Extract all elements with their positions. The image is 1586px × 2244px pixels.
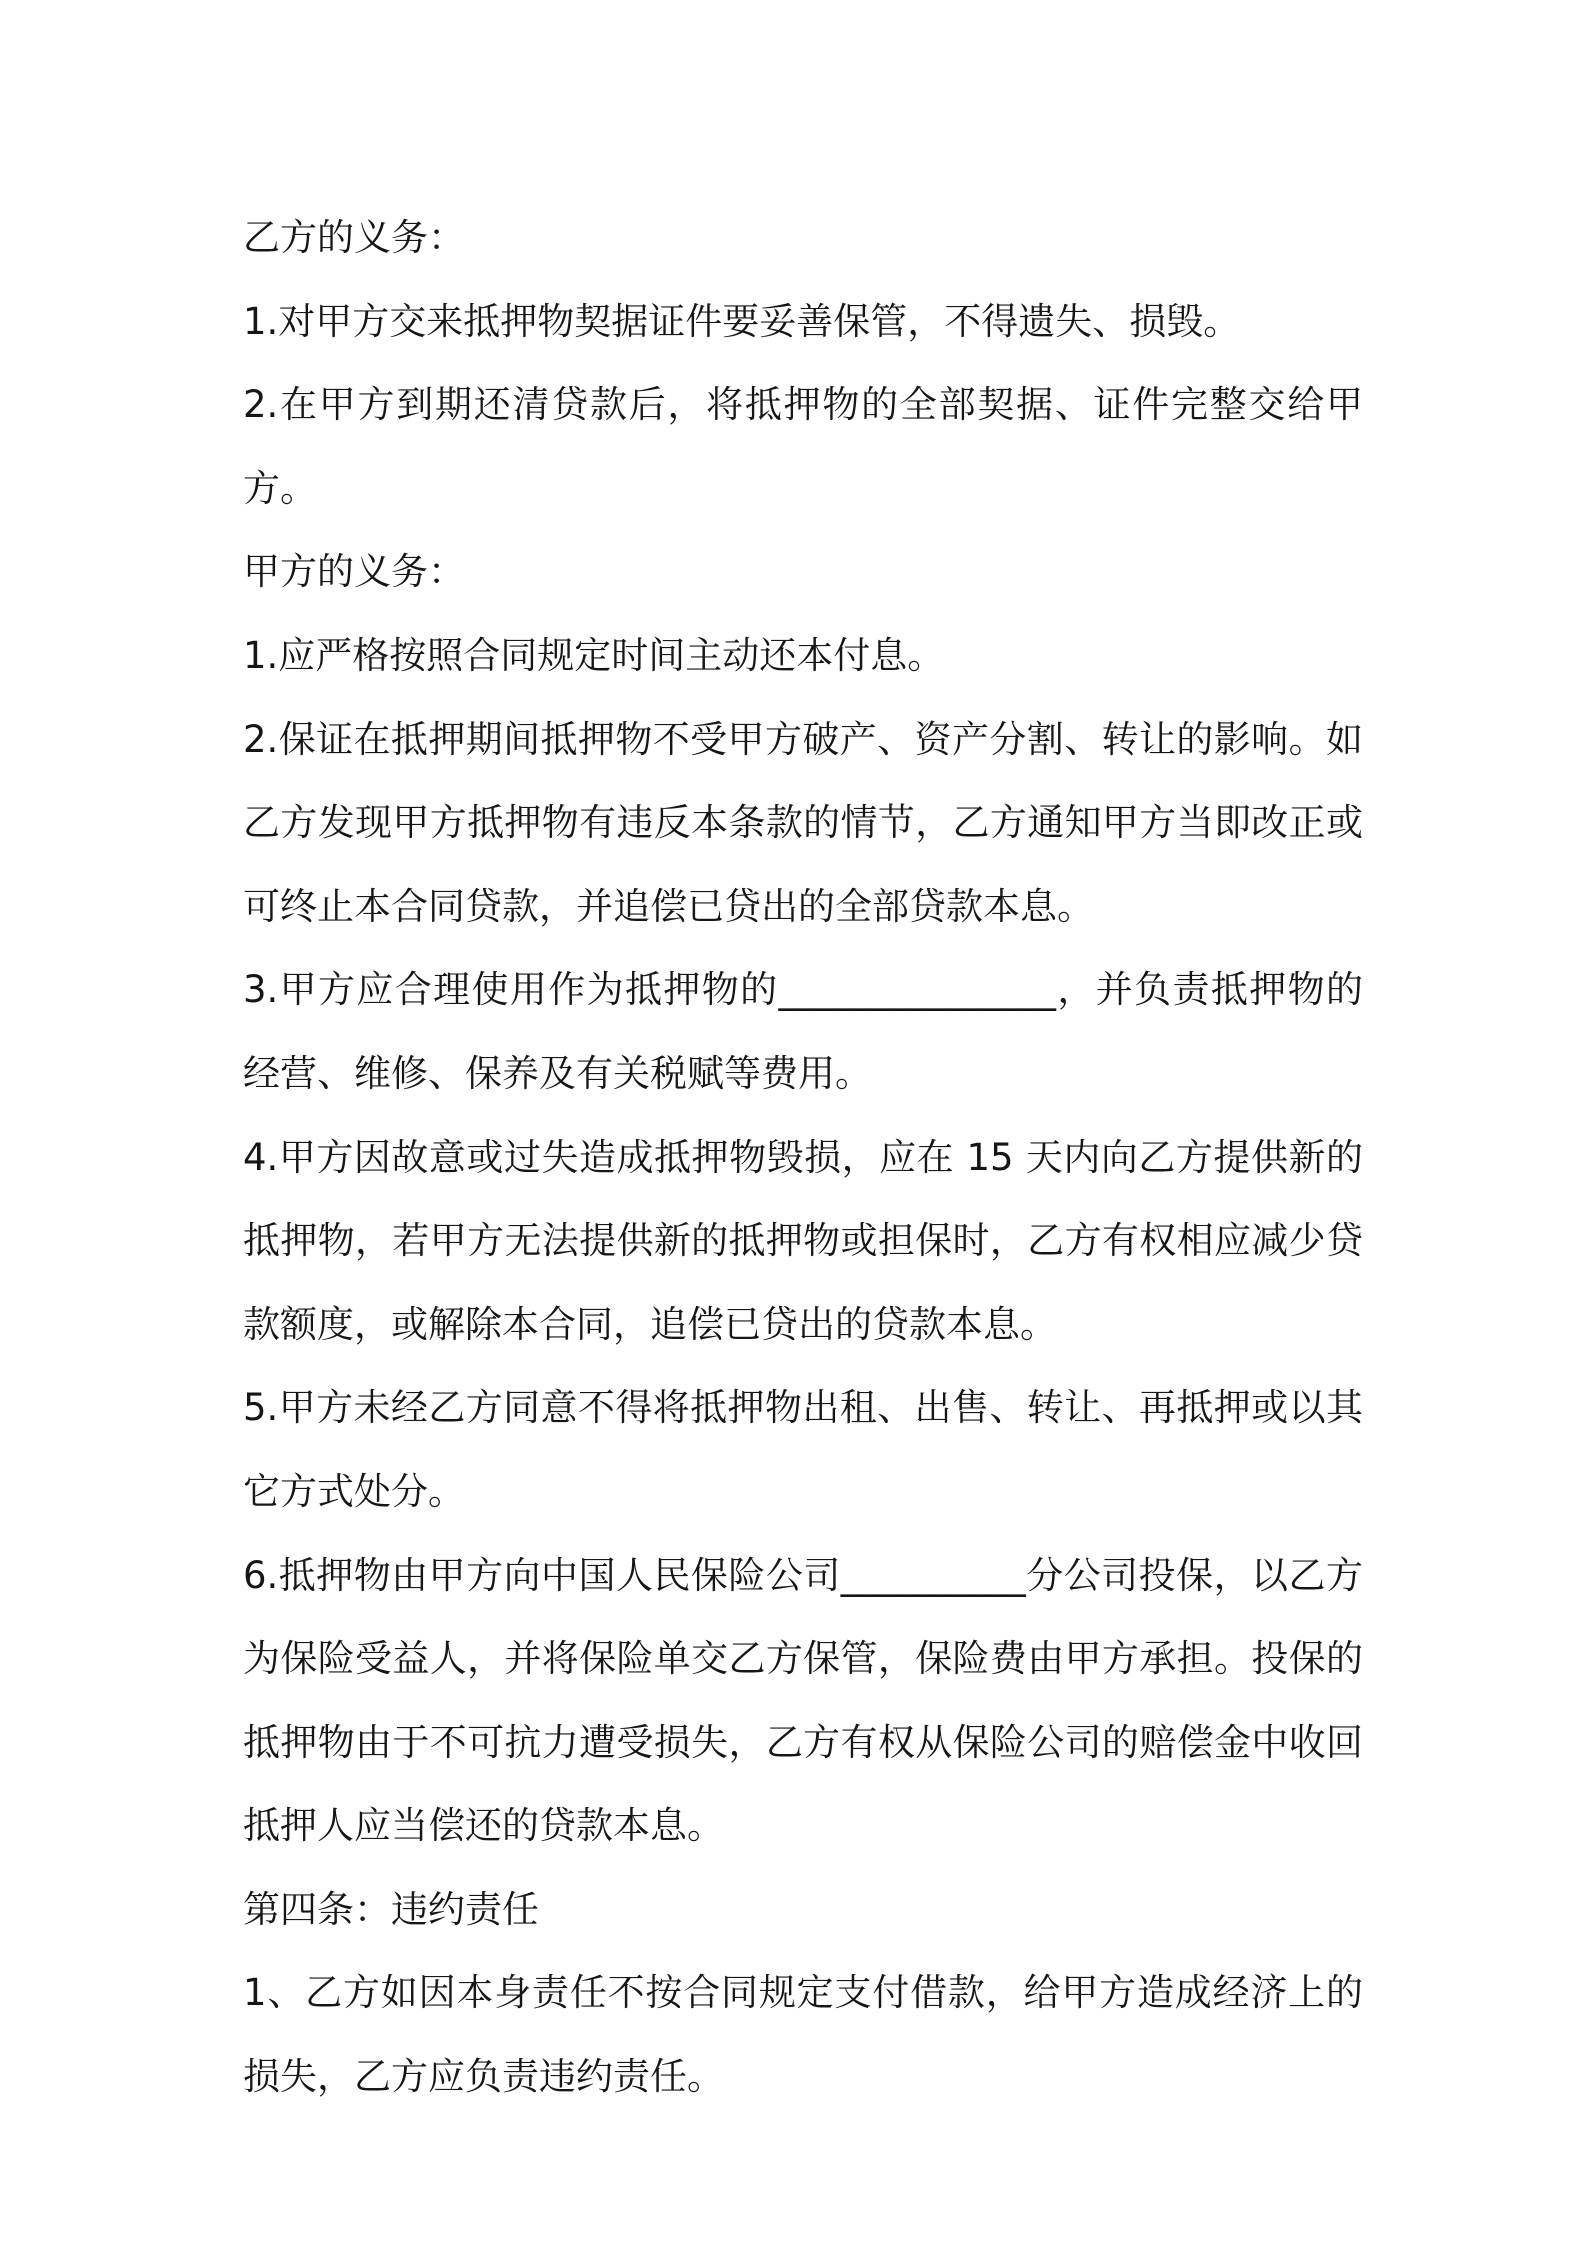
party-b-clause-1: 1.对甲方交来抵押物契据证件要妥善保管，不得遗失、损毁。 bbox=[243, 299, 1241, 343]
party-a-clause-3: 3.甲方应合理使用作为抵押物的_______________，并负责抵押物的经营、维修、保养及有关税赋等费用。 bbox=[243, 968, 1363, 1095]
heading-party-a-obligations: 甲方的义务： bbox=[243, 550, 465, 594]
party-a-clause-6: 6.抵押物由甲方向中国人民保险公司__________分公司投保，以乙方为保险受益人，并将保险单交乙方保管，保险费由甲方承担。投保的抵押物由于不可抗力遭受损失，乙方有权从保险公司的赔偿金中收回抵押人应当偿还的贷款本息。 bbox=[243, 1553, 1363, 1848]
document-body bbox=[243, 196, 1363, 2119]
liability-clause-1: 1、乙方如因本身责任不按合同规定支付借款，给甲方造成经济上的损失，乙方应负责违约责任。 bbox=[243, 1971, 1363, 2099]
party-a-clause-5: 5.甲方未经乙方同意不得将抵押物出租、出售、转让、再抵押或以其它方式处分。 bbox=[243, 1386, 1363, 1513]
party-a-clause-4: 4.甲方因故意或过失造成抵押物毁损，应在 15 天内向乙方提供新的抵押物，若甲方无法提供新的抵押物或担保时，乙方有权相应减少贷款额度，或解除本合同，追偿已贷出的贷款本息。 bbox=[243, 1135, 1363, 1346]
party-a-clause-1: 1.应严格按照合同规定时间主动还本付息。 bbox=[243, 633, 945, 677]
party-a-clause-2: 2.保证在抵押期间抵押物不受甲方破产、资产分割、转让的影响。如乙方发现甲方抵押物有违反本条款的情节，乙方通知甲方当即改正或可终止本合同贷款，并追偿已贷出的全部贷款本息。 bbox=[243, 717, 1363, 928]
party-b-clause-2: 2.在甲方到期还清贷款后，将抵押物的全部契据、证件完整交给甲方。 bbox=[243, 383, 1363, 510]
heading-party-b-obligations: 乙方的义务： bbox=[243, 216, 465, 259]
heading-article-4-liability: 第四条：违约责任 bbox=[243, 1887, 539, 1931]
